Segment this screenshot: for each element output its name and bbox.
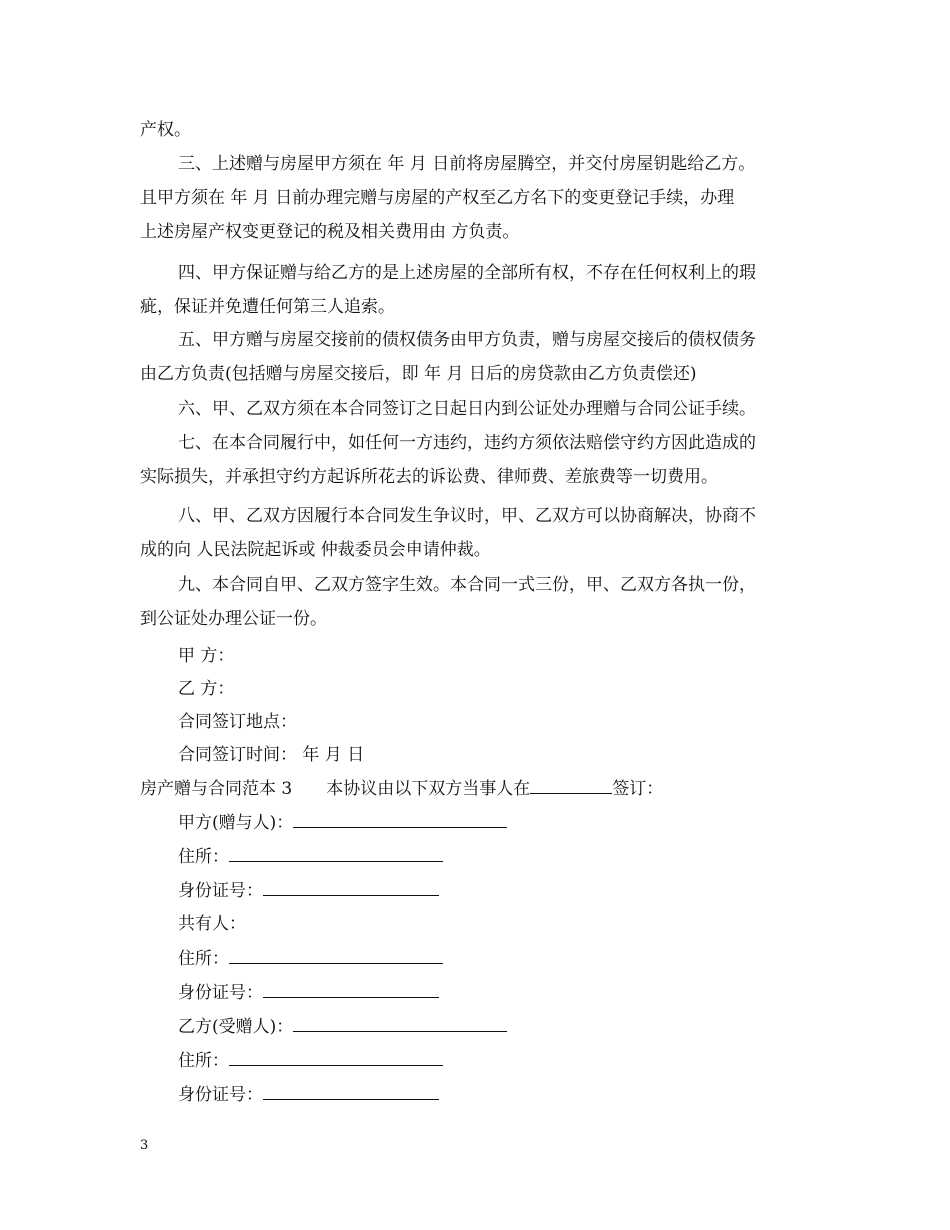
clause-5: 五、甲方赠与房屋交接前的债权债务由甲方负责，赠与房屋交接后的债权债务 (178, 330, 756, 350)
party-b-signature-label: 乙 方： (178, 679, 235, 699)
donor-blank[interactable] (293, 811, 507, 828)
sample-3-header (140, 777, 663, 800)
paragraph-line: 产权。 (140, 120, 191, 140)
donor-id-blank[interactable] (263, 879, 439, 896)
donor-id-field (178, 879, 439, 902)
donee-field (178, 1015, 507, 1038)
paragraph-line: 且甲方须在 年 月 日前办理完赠与房屋的产权至乙方名下的变更登记手续，办理 (140, 188, 735, 208)
donee-id-field (178, 1083, 439, 1106)
donor-label: 甲方(赠与人)： (178, 813, 294, 833)
signing-place-blank[interactable] (530, 777, 612, 794)
co-owner-id-blank[interactable] (263, 981, 439, 998)
page-number: 3 (140, 1138, 149, 1153)
clause-8: 八、甲、乙双方因履行本合同发生争议时，甲、乙双方可以协商解决，协商不 (178, 506, 756, 526)
signing-place-label: 合同签订地点： (178, 712, 297, 732)
signing-time-label: 合同签订时间： 年 月 日 (178, 745, 365, 765)
paragraph-line: 实际损失，并承担守约方起诉所花去的诉讼费、律师费、差旅费等一切费用。 (140, 467, 718, 487)
donor-address-blank[interactable] (229, 845, 443, 862)
co-owner-address-blank[interactable] (229, 947, 443, 964)
co-owner-id-field (178, 981, 439, 1004)
donee-address-label: 住所： (178, 1051, 229, 1071)
donee-address-field (178, 1049, 443, 1072)
co-owner-id-label: 身份证号： (178, 983, 263, 1003)
donee-label: 乙方(受赠人)： (178, 1017, 294, 1037)
donee-id-blank[interactable] (263, 1083, 439, 1100)
sample-3-intro: 本协议由以下双方当事人在 (326, 779, 531, 799)
donor-address-field (178, 845, 443, 868)
co-owner-field (178, 913, 246, 935)
donor-address-label: 住所： (178, 847, 229, 867)
donor-id-label: 身份证号： (178, 881, 263, 901)
paragraph-line: 疵，保证并免遭任何第三人追索。 (140, 297, 395, 317)
donee-address-blank[interactable] (229, 1049, 443, 1066)
clause-7: 七、在本合同履行中，如任何一方违约，违约方须依法赔偿守约方因此造成的 (178, 433, 756, 453)
donee-id-label: 身份证号： (178, 1085, 263, 1105)
clause-6: 六、甲、乙双方须在本合同签订之日起日内到公证处办理赠与合同公证手续。 (178, 399, 756, 419)
co-owner-address-label: 住所： (178, 949, 229, 969)
paragraph-line: 由乙方负责(包括赠与房屋交接后，即 年 月 日后的房贷款由乙方负责偿还) (140, 364, 697, 384)
paragraph-line: 上述房屋产权变更登记的税及相关费用由 方负责。 (140, 222, 520, 242)
clause-3: 三、上述赠与房屋甲方须在 年 月 日前将房屋腾空，并交付房屋钥匙给乙方。 (178, 154, 756, 174)
sample-3-intro-end: 签订： (612, 779, 664, 799)
clause-9: 九、本合同自甲、乙双方签字生效。本合同一式三份，甲、乙双方各执一份， (178, 575, 756, 595)
paragraph-line: 到公证处办理公证一份。 (140, 609, 327, 629)
paragraph-line: 成的向 人民法院起诉或 仲裁委员会申请仲裁。 (140, 540, 491, 560)
clause-4: 四、甲方保证赠与给乙方的是上述房屋的全部所有权，不存在任何权利上的瑕 (178, 263, 756, 283)
party-a-signature-label: 甲 方： (178, 646, 235, 666)
co-owner-label: 共有人： (178, 914, 246, 934)
donee-blank[interactable] (293, 1015, 507, 1032)
donor-field (178, 811, 507, 834)
co-owner-address-field (178, 947, 443, 970)
sample-3-title: 房产赠与合同范本 3 (140, 779, 293, 799)
